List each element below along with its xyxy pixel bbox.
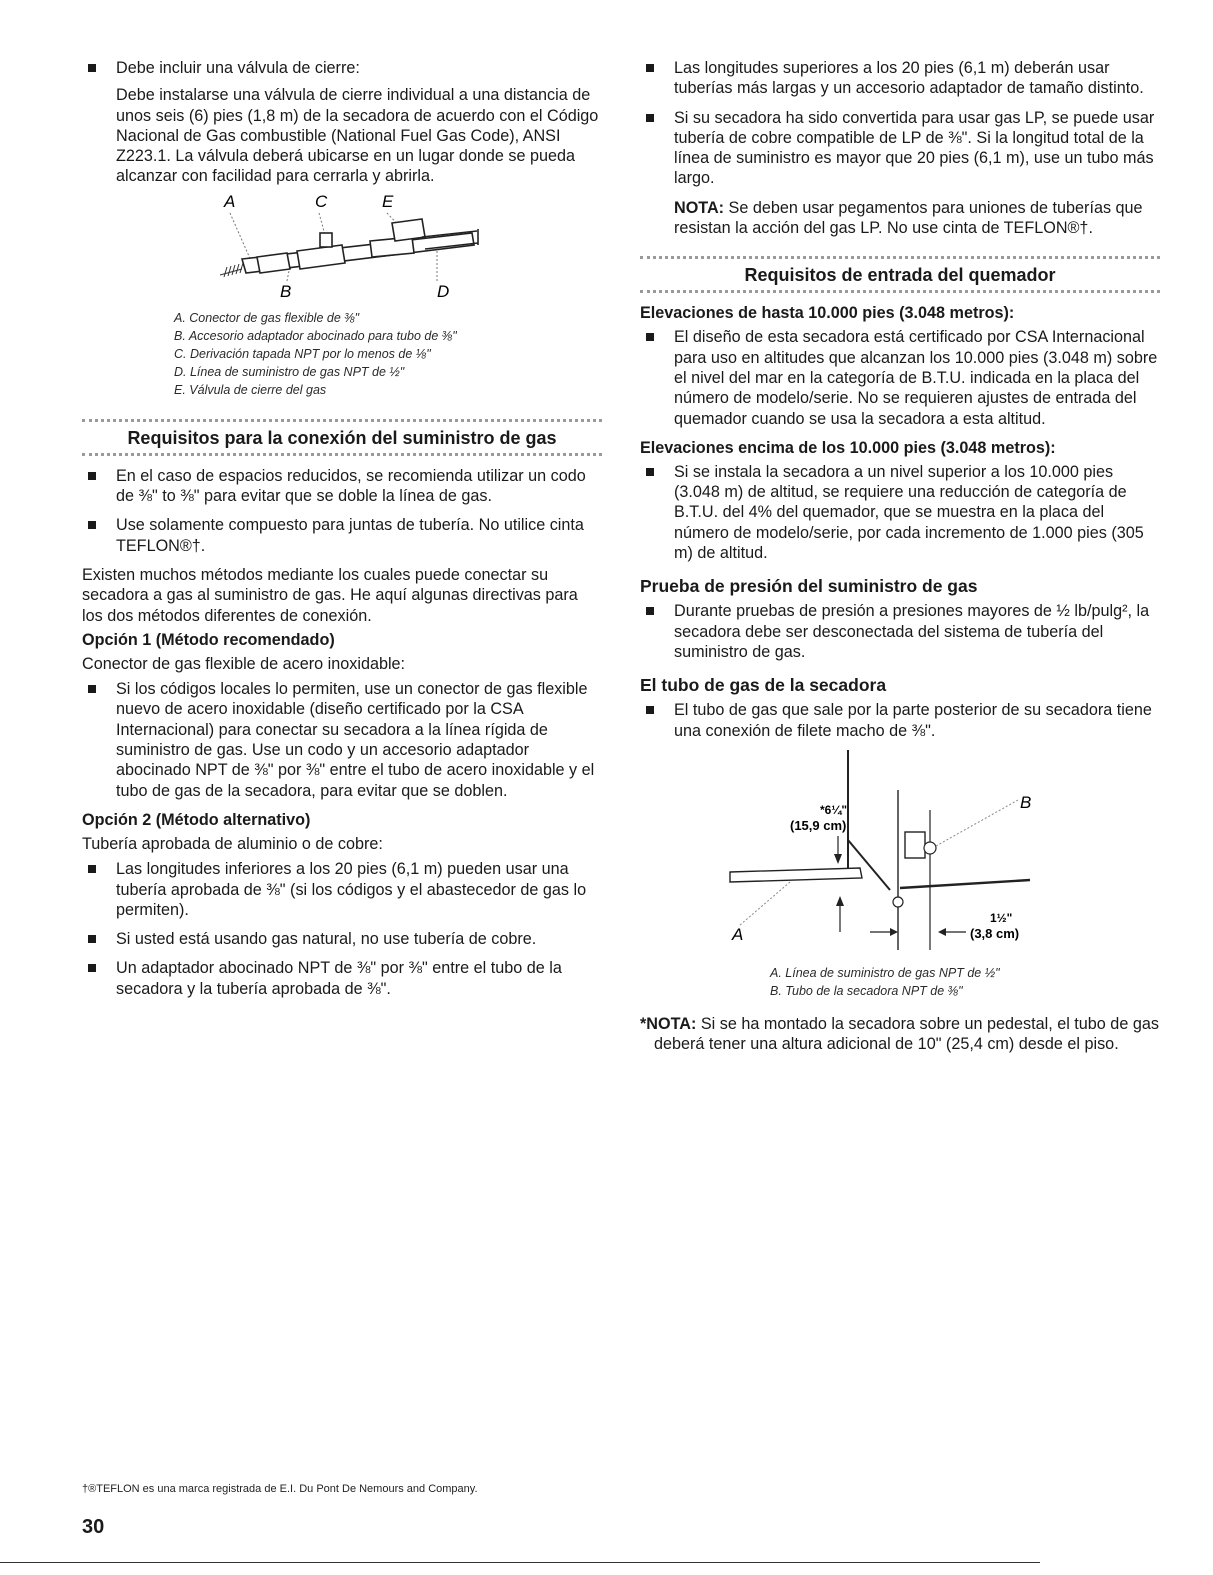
nota-text: Se deben usar pegamentos para uniones de tuberías que resistan la acción del gas LP. No use cinta de TEFLON®†.: [674, 198, 1143, 238]
fig2-captions: [640, 964, 1160, 1000]
bullet-option2-adapter: Un adaptador abocinado NPT de ⅜" por ⅜" entre el tubo de la secadora y la tubería aprobada de ⅜".: [82, 958, 602, 999]
fig1-label-b: B: [280, 281, 292, 301]
fig1-caption-a: A. Conector de gas flexible de ⅜": [174, 310, 360, 325]
section-heading-gas-connection: Requisitos para la conexión del suministro de gas: [82, 419, 602, 456]
nota-pedestal-text: Si se ha montado la secadora sobre un pedestal, el tubo de gas deberá tener una altura adicional de 10" (25,4 cm) desde el piso.: [654, 1014, 1159, 1054]
fig2-label-b: B: [1020, 792, 1032, 812]
bullet-long-lengths: Las longitudes superiores a los 20 pies (6,1 m) deberán usar tuberías más largas y un accesorio adaptador de tamaño distinto.: [640, 58, 1160, 99]
fig1-caption-e: E. Válvula de cierre del gas: [174, 382, 327, 397]
fig2-dim1: *6¼": [820, 802, 848, 817]
bullet-lp-gas: Si su secadora ha sido convertida para usar gas LP, se puede usar tubería de cobre compatible de LP de ⅜". Si la longitud total de la línea de suministro es mayor que 20 pies (6,1 m), use un tubo más largo.: [640, 108, 1160, 189]
fig1-label-a: A: [224, 192, 236, 211]
teflon-footnote: †®TEFLON es una marca registrada de E.I. Du Pont De Nemours and Company.: [82, 1483, 478, 1495]
nota-lp: [640, 198, 1160, 239]
nota-pedestal: [640, 1014, 1160, 1055]
bullet-pipe-compound: Use solamente compuesto para juntas de tubería. No utilice cinta TEFLON®†.: [82, 515, 602, 556]
fig2-label-a: A: [732, 924, 744, 944]
option1-intro: Conector de gas flexible de acero inoxidable:: [82, 654, 406, 673]
option1-heading: Opción 1 (Método recomendado): [82, 630, 335, 649]
fig2-dim2: 1½": [990, 910, 1013, 925]
gas-connector-diagram: [82, 193, 602, 305]
fig1-label-c: C: [315, 192, 328, 211]
fig2-caption-a: A. Línea de suministro de gas NPT de ½": [770, 965, 1000, 980]
bullet-elevation-above: Si se instala la secadora a un nivel superior a los 10.000 pies (3.048 m) de altitud, se requiere una reducción de categoría de B.T.U. del 4% del quemador, que se muestra en la placa del número de modelo/serie, por cada incremento de 1.000 pies (305 m) de altitud.: [640, 462, 1160, 563]
fig1-label-d: D: [437, 281, 450, 301]
shutoff-valve-text: Debe instalarse una válvula de cierre individual a una distancia de unos seis (6) pies (1,8 m) de la secadora de acuerdo con el Código Nacional de Gas combustible (National Fuel Gas Code), ANSI Z223.1. La válvula deberá ubicarse en un lugar donde se pueda alcanzar con facilidad para cerrarla y abrirla.: [116, 86, 599, 186]
fig1-label-e: E: [382, 192, 394, 211]
dryer-gas-pipe-heading: El tubo de gas de la secadora: [640, 675, 887, 696]
fig1-captions: [82, 309, 602, 399]
fig2-caption-b: B. Tubo de la secadora NPT de ⅜": [770, 983, 963, 998]
elevation-above-heading: Elevaciones encima de los 10.000 pies (3.048 metros):: [640, 438, 1056, 457]
bullet-option2-natural-gas: Si usted está usando gas natural, no use tubería de cobre.: [82, 929, 602, 949]
left-column: [82, 58, 602, 1008]
right-column: [640, 58, 1160, 1054]
nota-label: NOTA:: [674, 198, 725, 217]
elevation-up-to-heading: Elevaciones de hasta 10.000 pies (3.048 metros):: [640, 304, 1015, 323]
section-heading-burner: Requisitos de entrada del quemador: [640, 256, 1160, 293]
fig2-dim2-cm: (3,8 cm): [970, 925, 1020, 941]
option2-heading: Opción 2 (Método alternativo): [82, 810, 311, 829]
fig1-caption-b: B. Accesorio adaptador abocinado para tubo de ⅜": [174, 328, 457, 343]
nota-pedestal-label: *NOTA:: [640, 1014, 697, 1033]
methods-paragraph: Existen muchos métodos mediante los cuales puede conectar su secadora a gas al suministro de gas. He aquí algunas directivas para los dos métodos diferentes de conexión.: [82, 565, 578, 625]
dryer-pipe-diagram: [640, 750, 1160, 960]
bullet-option1: Si los códigos locales lo permiten, use un conector de gas flexible nuevo de acero inoxidable (diseño certificado por la CSA Internacional) para conectar su secadora a la línea rígida de suministro de gas. Use un codo y un accesorio adaptador abocinado NPT de ⅜" por ⅜" entre el tubo de acero inoxidable y el tubo de gas de la secadora, para evitar que se doblen.: [82, 679, 602, 801]
bullet-option2-short: Las longitudes inferiores a los 20 pies (6,1 m) pueden usar una tubería aprobada de ⅜" (si los códigos y el abastecedor de gas lo permiten).: [82, 859, 602, 920]
fig1-caption-c: C. Derivación tapada NPT por lo menos de ⅛": [174, 346, 431, 361]
bullet-tight-spaces: En el caso de espacios reducidos, se recomienda utilizar un codo de ⅜" to ⅜" para evitar que se doble la línea de gas.: [82, 466, 602, 507]
option2-intro: Tubería aprobada de aluminio o de cobre:: [82, 834, 383, 853]
page-number: 30: [82, 1516, 105, 1538]
bullet-shutoff-valve: Debe incluir una válvula de cierre:: [82, 58, 602, 78]
fig1-caption-d: D. Línea de suministro de gas NPT de ½": [174, 364, 405, 379]
bullet-dryer-gas-pipe: El tubo de gas que sale por la parte posterior de su secadora tiene una conexión de filete macho de ⅜".: [640, 700, 1160, 741]
fig2-dim1-cm: (15,9 cm): [790, 817, 847, 833]
bottom-rule: [0, 1562, 1040, 1563]
bullet-pressure-test: Durante pruebas de presión a presiones mayores de ½ lb/pulg², la secadora debe ser desconectada del sistema de tubería del suministro de gas.: [640, 601, 1160, 662]
pressure-test-heading: Prueba de presión del suministro de gas: [640, 576, 978, 597]
bullet-elevation-up-to: El diseño de esta secadora está certificado por CSA Internacional para uso en altitudes que alcanzan los 10.000 pies (3.048 m) sobre el nivel del mar en la categoría de B.T.U. indicada en la placa del número de modelo/serie. No se requieren ajustes de entrada del quemador cuando se usa la secadora a esta altitud.: [640, 327, 1160, 428]
